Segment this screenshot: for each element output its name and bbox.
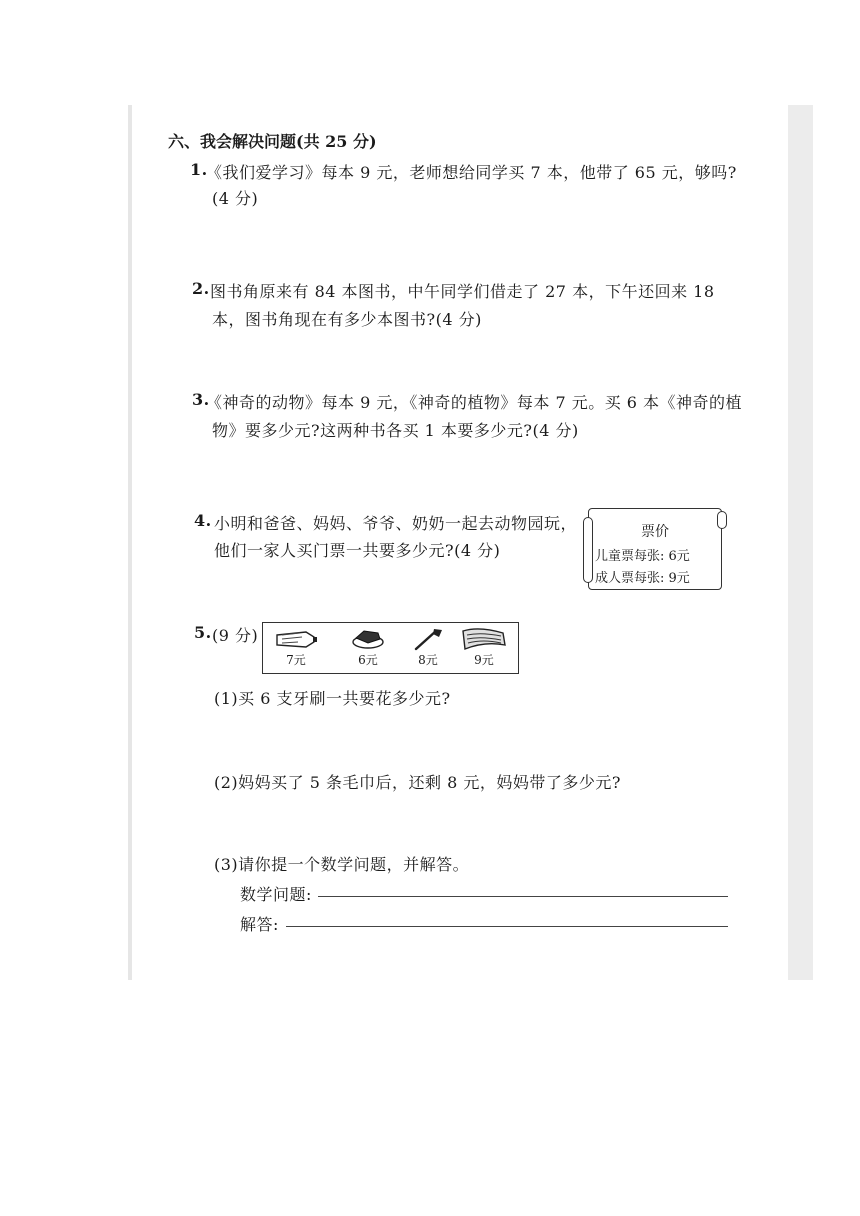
ticket-price-board [588, 508, 722, 590]
towel-icon [459, 627, 509, 651]
q5-sub3: (3)请你提一个数学问题，并解答。 [214, 855, 470, 874]
goods-price: 8元 [418, 653, 438, 667]
q1-number: 1. [190, 160, 208, 179]
scan-shadow-left [128, 105, 132, 980]
q4-text-line2: 他们一家人买门票一共要多少元?(4 分) [214, 541, 501, 560]
toothpaste-icon [274, 627, 318, 651]
q2-number: 2. [192, 279, 210, 298]
answer-line[interactable] [286, 926, 728, 927]
q4-number: 4. [194, 511, 212, 530]
ticket-child-price: 儿童票每张: 6元 [595, 549, 690, 564]
q1-text-line1: 《我们爱学习》每本 9 元，老师想给同学买 7 本，他带了 65 元，够吗? [206, 163, 737, 182]
math-question-line[interactable] [318, 896, 728, 897]
q3-number: 3. [192, 390, 210, 409]
goods-price: 6元 [358, 653, 378, 667]
q5-sub1: (1)买 6 支牙刷一共要花多少元? [214, 689, 451, 708]
q2-text-line2: 本，图书角现在有多少本图书?(4 分) [212, 310, 482, 329]
soap-icon [346, 627, 390, 651]
goods-price: 9元 [474, 653, 494, 667]
goods-item [343, 627, 393, 668]
scan-shadow-right [788, 105, 813, 980]
q4-text-line1: 小明和爸爸、妈妈、爷爷、奶奶一起去动物园玩， [214, 514, 578, 533]
q1-text-line2: (4 分) [212, 189, 259, 208]
goods-price-box [262, 622, 519, 674]
q5-number: 5. [194, 623, 212, 642]
goods-item [459, 627, 509, 668]
section-title: 六、我会解决问题(共 25 分) [168, 132, 377, 151]
goods-price: 7元 [286, 653, 306, 667]
q2-text-line1: 图书角原来有 84 本图书，中午同学们借走了 27 本，下午还回来 18 [210, 282, 715, 301]
q5-score: (9 分) [212, 626, 259, 645]
q3-text-line1: 《神奇的动物》每本 9 元，《神奇的植物》每本 7 元。买 6 本《神奇的植 [206, 393, 743, 412]
ticket-adult-price: 成人票每张: 9元 [595, 571, 690, 586]
math-question-label: 数学问题: [240, 885, 312, 904]
toothbrush-icon [406, 627, 450, 651]
goods-item [403, 627, 453, 668]
answer-label: 解答: [240, 915, 279, 934]
goods-item [271, 627, 321, 668]
q3-text-line2: 物》要多少元?这两种书各买 1 本要多少元?(4 分) [212, 421, 579, 440]
ticket-title: 票价 [641, 524, 669, 540]
q5-sub2: (2)妈妈买了 5 条毛巾后，还剩 8 元，妈妈带了多少元? [214, 773, 621, 792]
